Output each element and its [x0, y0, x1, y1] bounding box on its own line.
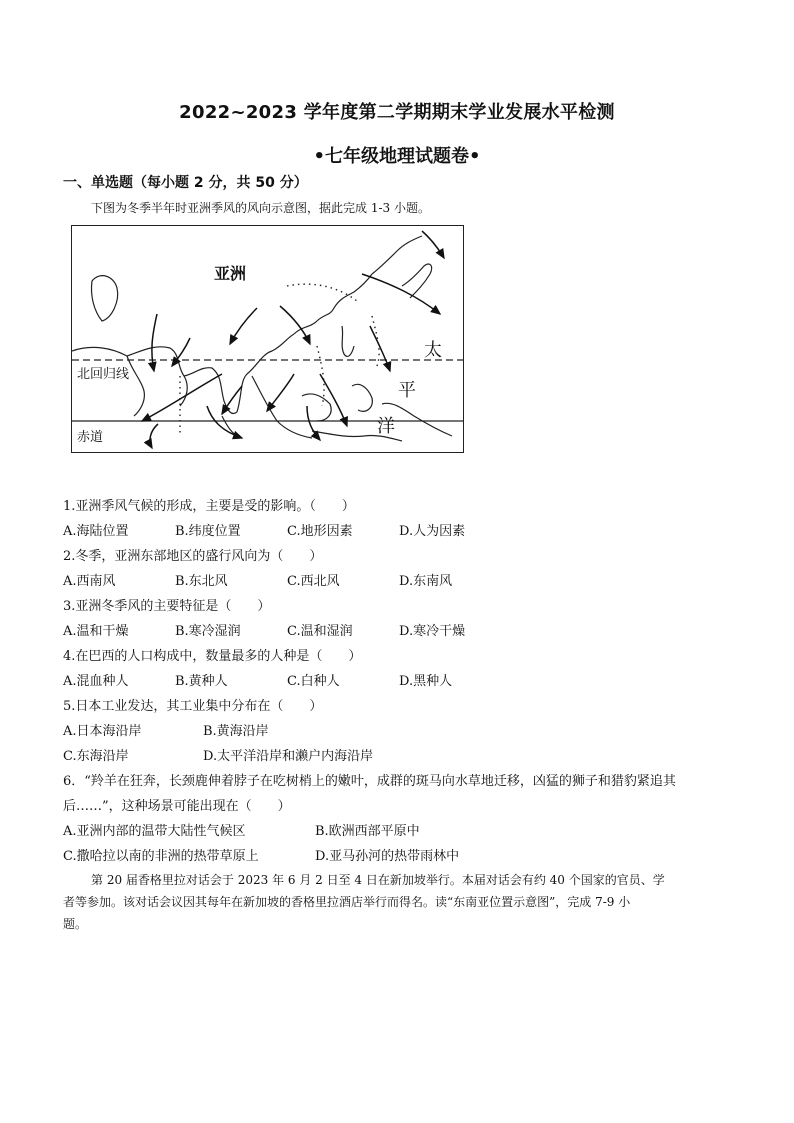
question-5-stem: 5.日本工业发达，其工业集中分布在（ ） — [63, 699, 323, 714]
q6-option-b[interactable]: B.欧洲西部平原中 — [315, 824, 420, 839]
passage-line-3: 题。 — [63, 917, 88, 931]
q4-option-b[interactable]: B.黄种人 — [175, 674, 228, 689]
passage-line-1: 第 20 届香格里拉对话会于 2023 年 6 月 2 日至 4 日在新加坡举行。本届对话会有约 40 个国家的官员、学 — [91, 873, 665, 887]
q6-option-d[interactable]: D.亚马孙河的热带雨林中 — [315, 849, 460, 864]
q1-option-a[interactable]: A.海陆位置 — [63, 524, 129, 539]
wind-arrows — [142, 231, 444, 448]
q5-option-b[interactable]: B.黄海沿岸 — [203, 724, 269, 739]
q3-option-b[interactable]: B.寒冷湿润 — [175, 624, 241, 639]
q6-option-a[interactable]: A.亚洲内部的温带大陆性气候区 — [63, 824, 246, 839]
monsoon-map-drawing — [72, 226, 464, 453]
q3-option-d[interactable]: D.寒冷干燥 — [399, 624, 466, 639]
exam-subtitle: •七年级地理试题卷• — [313, 146, 481, 167]
q2-option-b[interactable]: B.东北风 — [175, 574, 228, 589]
q4-option-c[interactable]: C.白种人 — [287, 674, 340, 689]
q5-option-d[interactable]: D.太平洋沿岸和濑户内海沿岸 — [203, 749, 374, 764]
question-6-stem-line2: 后……”，这种场景可能出现在（ ） — [63, 799, 291, 814]
q6-option-c[interactable]: C.撒哈拉以南的非洲的热带草原上 — [63, 849, 259, 864]
q4-option-d[interactable]: D.黑种人 — [399, 674, 453, 689]
q1-option-d[interactable]: D.人为因素 — [399, 524, 466, 539]
passage-line-2: 者等参加。该对话会议因其每年在新加坡的香格里拉酒店举行而得名。读“东南亚位置示意图”，完成 7-9 小 — [63, 895, 631, 909]
section-intro: 下图为冬季半年时亚洲季风的风向示意图，据此完成 1-3 小题。 — [91, 201, 430, 215]
map-label-asia: 亚洲 — [214, 264, 247, 283]
map-label-equator: 赤道 — [77, 430, 104, 445]
q3-option-c[interactable]: C.温和湿润 — [287, 624, 353, 639]
q1-option-b[interactable]: B.纬度位置 — [175, 524, 241, 539]
q2-option-c[interactable]: C.西北风 — [287, 574, 340, 589]
map-label-pacific-3: 洋 — [377, 416, 395, 437]
q2-option-d[interactable]: D.东南风 — [399, 574, 453, 589]
exam-title: 2022~2023 学年度第二学期期末学业发展水平检测 — [179, 102, 615, 123]
monsoon-map — [71, 225, 464, 453]
q2-option-a[interactable]: A.西南风 — [63, 574, 116, 589]
question-1-stem: 1.亚洲季风气候的形成，主要是受的影响。（ ） — [63, 499, 355, 514]
question-4-stem: 4.在巴西的人口构成中，数量最多的人种是（ ） — [63, 649, 362, 664]
q1-option-c[interactable]: C.地形因素 — [287, 524, 353, 539]
map-label-pacific-2: 平 — [398, 380, 416, 401]
question-6-stem-line1: 6．“羚羊在狂奔，长颈鹿伸着脖子在吃树梢上的嫩叶，成群的斑马向水草地迁移，凶猛的狮子和猎豹紧追其 — [63, 774, 676, 789]
q3-option-a[interactable]: A.温和干燥 — [63, 624, 129, 639]
coastlines — [72, 236, 452, 441]
map-label-tropic-of-cancer: 北回归线 — [77, 367, 130, 382]
map-label-pacific-1: 太 — [424, 340, 442, 361]
q5-option-c[interactable]: C.东海沿岸 — [63, 749, 129, 764]
section-heading: 一、单选题（每小题 2 分，共 50 分） — [63, 175, 308, 191]
q5-option-a[interactable]: A.日本海沿岸 — [63, 724, 142, 739]
question-3-stem: 3.亚洲冬季风的主要特征是（ ） — [63, 599, 271, 614]
question-2-stem: 2.冬季，亚洲东部地区的盛行风向为（ ） — [63, 549, 323, 564]
q4-option-a[interactable]: A.混血种人 — [63, 674, 129, 689]
